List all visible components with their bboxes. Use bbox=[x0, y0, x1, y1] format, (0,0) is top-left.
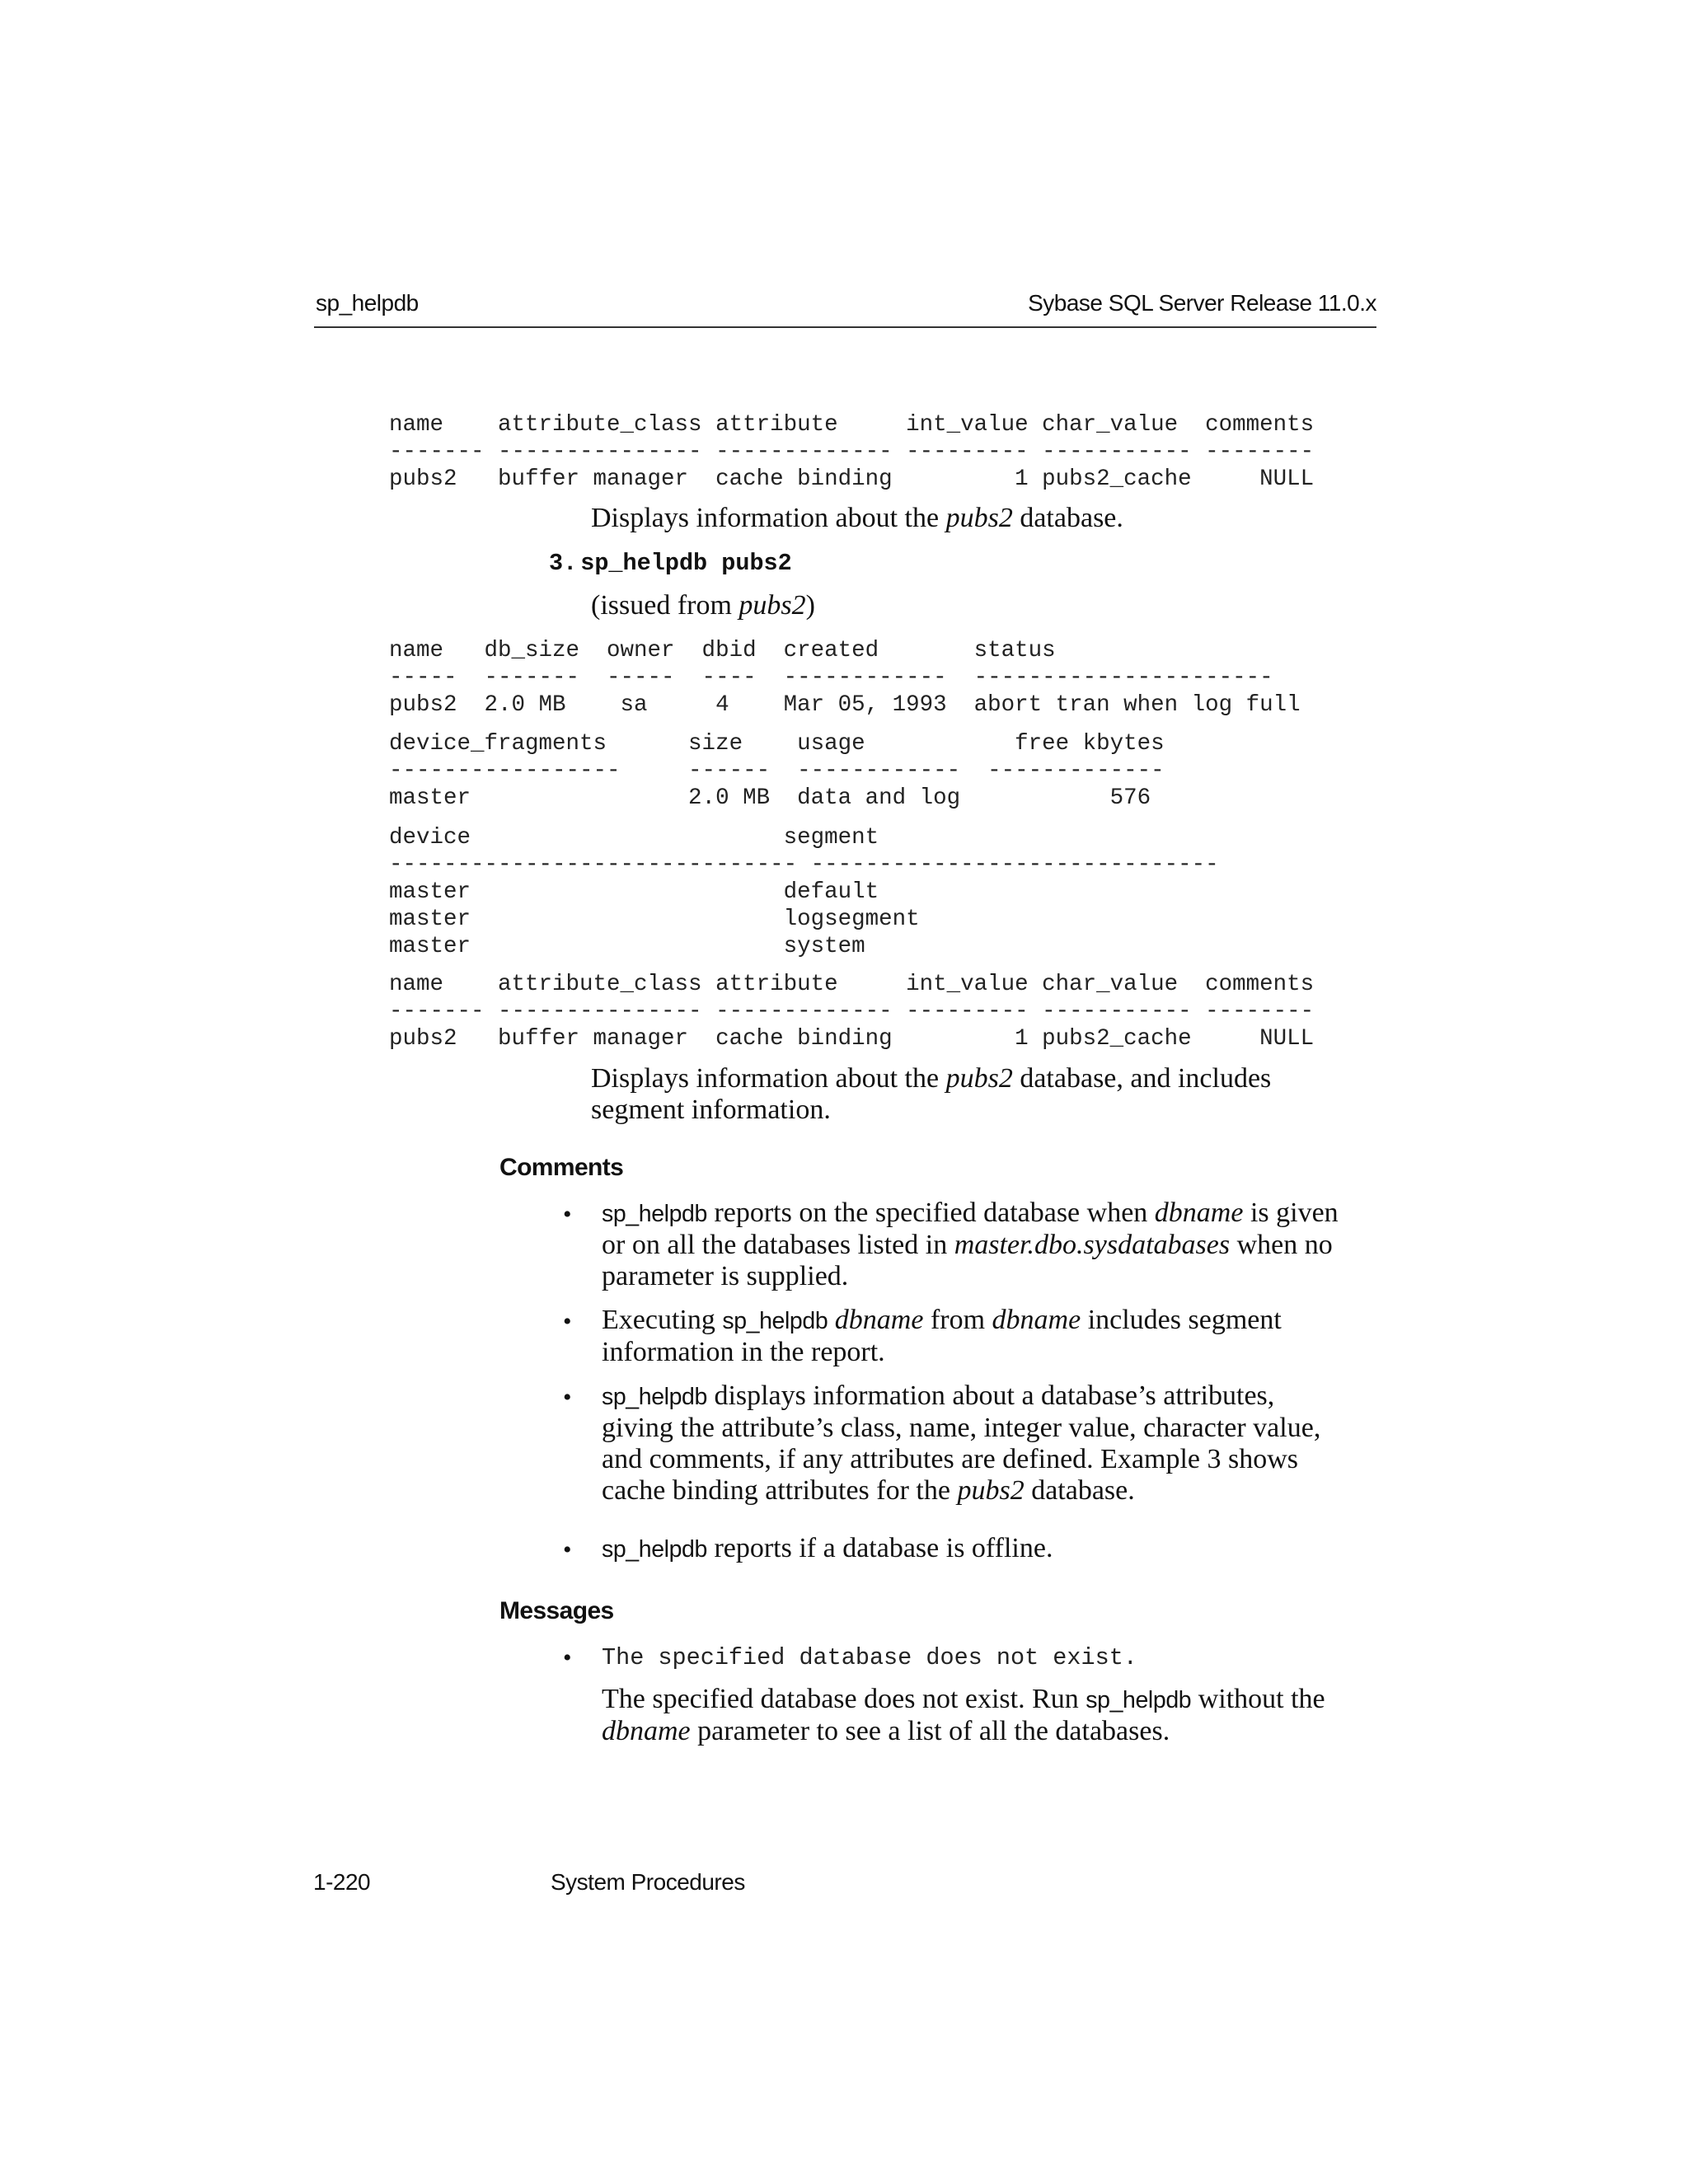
table-row: pubs2 2.0 MB sa 4 Mar 05, 1993 abort tran when log full bbox=[389, 692, 1301, 718]
device-fragments-table bbox=[389, 730, 1165, 812]
table-row: ----------------- ------ ------------ ------------- bbox=[389, 758, 1165, 784]
table-row: pubs2 buffer manager cache binding 1 pubs2_cache NULL bbox=[389, 466, 1315, 492]
comment-item-2: Executing sp_helpdb dbname from dbname includes segment information in the report. bbox=[602, 1305, 1282, 1367]
footer-title: System Procedures bbox=[551, 1869, 745, 1895]
header-rule bbox=[314, 326, 1376, 328]
message-text: The specified database does not exist. bbox=[602, 1644, 1137, 1671]
table-row: name db_size owner dbid created status bbox=[389, 638, 1056, 663]
comment-item-4: sp_helpdb reports if a database is offline. bbox=[602, 1533, 1053, 1563]
table-row: master logsegment bbox=[389, 907, 920, 932]
example-number: 3. bbox=[549, 550, 578, 577]
table-row: master default bbox=[389, 879, 879, 905]
table-row: pubs2 buffer manager cache binding 1 pubs2_cache NULL bbox=[389, 1026, 1315, 1052]
table-row: ------- --------------- ------------- --------- ----------- -------- bbox=[389, 999, 1315, 1024]
table-row: ------------------------------ ------------------------------ bbox=[389, 852, 1219, 878]
segment-table bbox=[389, 824, 1219, 960]
attribute-table-1 bbox=[389, 411, 1314, 493]
table-row: device segment bbox=[389, 825, 879, 851]
table-row: device_fragments size usage free kbytes bbox=[389, 731, 1165, 757]
example-3 bbox=[549, 550, 792, 577]
page-number: 1-220 bbox=[313, 1869, 371, 1895]
running-header-left: sp_helpdb bbox=[316, 290, 419, 316]
running-header-right: Sybase SQL Server Release 11.0.x bbox=[1028, 290, 1376, 316]
bullet-icon: • bbox=[563, 1384, 572, 1411]
example-3-description: Displays information about the pubs2 database, and includes segment information. bbox=[591, 1063, 1272, 1125]
example-2-description: Displays information about the pubs2 database. bbox=[591, 503, 1123, 533]
table-row: ------- --------------- ------------- --------- ----------- -------- bbox=[389, 439, 1315, 465]
table-row: ----- ------- ----- ---- ------------ ---------------------- bbox=[389, 665, 1273, 691]
attribute-table-2 bbox=[389, 971, 1314, 1052]
table-row: master 2.0 MB data and log 576 bbox=[389, 785, 1151, 811]
database-table bbox=[389, 637, 1301, 719]
bullet-icon: • bbox=[563, 1308, 572, 1335]
comment-item-1: sp_helpdb reports on the specified database when dbname is given or on all the databases listed in master.dbo.sysdatabases when no parameter is supplied. bbox=[602, 1197, 1339, 1291]
messages-heading: Messages bbox=[499, 1597, 614, 1624]
message-explanation: The specified database does not exist. Run sp_helpdb without the dbname parameter to see a list of all the databases. bbox=[602, 1684, 1325, 1746]
table-row: name attribute_class attribute int_value char_value comments bbox=[389, 412, 1315, 438]
bullet-icon: • bbox=[563, 1201, 572, 1228]
comment-item-3: sp_helpdb displays information about a database’s attributes, giving the attribute’s class, name, integer value, character value, and comments, if any attributes are defined. Example 3 shows cache binding attributes for the pubs2 database. bbox=[602, 1380, 1321, 1506]
table-row: master system bbox=[389, 934, 865, 959]
example-command: sp_helpdb pubs2 bbox=[580, 550, 792, 577]
table-row: name attribute_class attribute int_value char_value comments bbox=[389, 972, 1315, 997]
bullet-icon: • bbox=[563, 1644, 572, 1671]
bullet-icon: • bbox=[563, 1536, 572, 1563]
example-3-context: (issued from pubs2) bbox=[591, 590, 815, 621]
comments-heading: Comments bbox=[499, 1154, 624, 1181]
